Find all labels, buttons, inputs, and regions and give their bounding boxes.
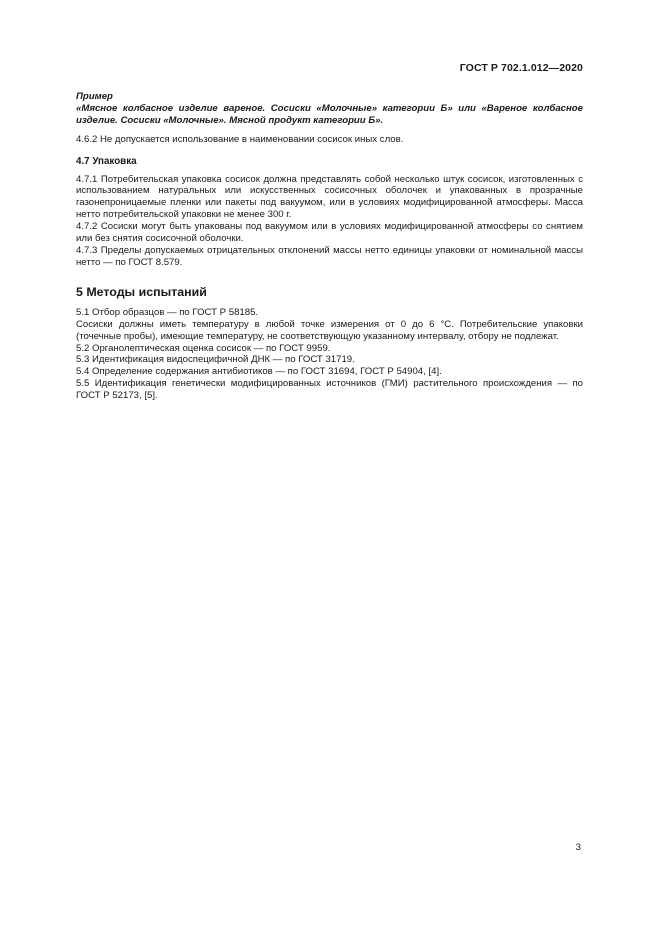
paragraph-5-3: 5.3 Идентификация видоспецифичной ДНК — по ГОСТ 31719.	[76, 354, 355, 366]
paragraph-4-6-2: 4.6.2 Не допускается использование в наименовании сосисок иных слов.	[76, 133, 404, 145]
paragraph-5-1-temperature: Сосиски должны иметь температуру в любой точке измерения от 0 до 6 °С. Потребительские упаковки (точечные пробы), имеющие температуру, не соответствующую указанному интервалу, отбору не подлежат.	[76, 318, 583, 342]
section-5-title: 5 Методы испытаний	[76, 284, 207, 299]
paragraph-4-7-3: 4.7.3 Пределы допускаемых отрицательных отклонений массы нетто единицы упаковки от номинальной массы нетто — по ГОСТ 8.579.	[76, 244, 583, 268]
paragraph-5-5: 5.5 Идентификация генетически модифицированных источников (ГМИ) растительного происхождения — по ГОСТ Р 52173, [5].	[76, 378, 583, 402]
paragraph-4-7-1: 4.7.1 Потребительская упаковка сосисок должна представлять собой несколько штук сосисок, изготовленных с использованием натуральных или искусственных сосисочных оболочек и упакованных в прозрачные газонепроницаемые пленки или пакеты под вакуумом, или в условиях модифицированной атмосферы. Масса нетто потребительской упаковки не менее 300 г.	[76, 173, 583, 221]
paragraph-5-1: 5.1 Отбор образцов — по ГОСТ Р 58185.	[76, 306, 259, 318]
page-content	[76, 91, 583, 402]
example-text: «Мясное колбасное изделие вареное. Сосиски «Молочные» категории Б» или «Вареное колбасное изделие. Сосиски «Молочные». Мясной продукт категории Б».	[76, 102, 583, 126]
example-label: Пример	[76, 91, 113, 102]
paragraph-4-7-2: 4.7.2 Сосиски могут быть упакованы под вакуумом или в условиях модифицированной атмосферы со снятием или без снятия сосисочной оболочки.	[76, 221, 583, 245]
page-number: 3	[575, 842, 581, 853]
section-4-7-title: 4.7 Упаковка	[76, 155, 137, 167]
paragraph-5-2: 5.2 Органолептическая оценка сосисок — по ГОСТ 9959.	[76, 342, 331, 354]
document-code: ГОСТ Р 702.1.012—2020	[459, 62, 583, 74]
paragraph-5-4: 5.4 Определение содержания антибиотиков — по ГОСТ 31694, ГОСТ Р 54904, [4].	[76, 366, 442, 378]
